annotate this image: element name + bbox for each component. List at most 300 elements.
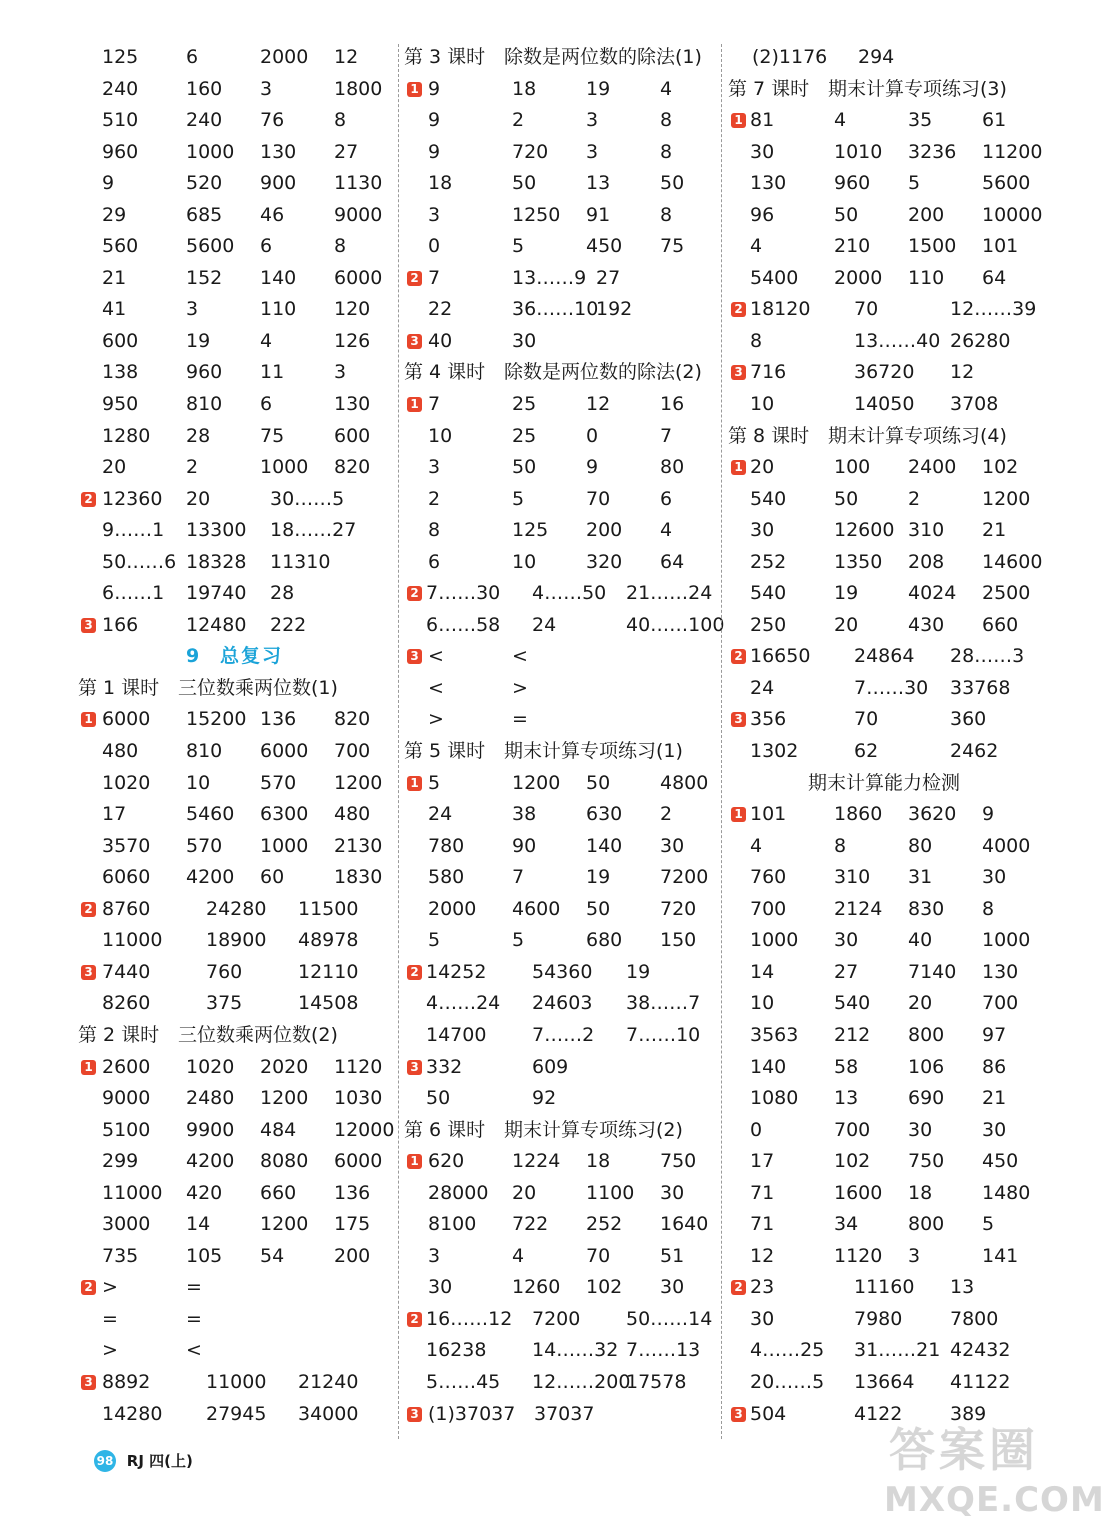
answer-row	[78, 578, 394, 610]
answer-cell: 12360	[102, 487, 163, 510]
answer-cell: 7	[512, 866, 525, 889]
answer-cell: 29	[102, 203, 127, 226]
answer-cell: 1224	[512, 1150, 561, 1173]
answer-cell: 20……5	[750, 1370, 825, 1393]
answer-row	[404, 1052, 716, 1084]
lesson-number: 第 8 课时	[728, 424, 810, 447]
answer-cell: 609	[532, 1055, 569, 1078]
question-number-badge: 3	[407, 1060, 422, 1075]
lesson-title: 期末计算专项练习(3)	[828, 77, 1007, 100]
answer-cell: 20	[908, 992, 933, 1015]
answer-cell: 2000	[428, 897, 477, 920]
answer-cell: 6	[428, 550, 441, 573]
answer-cell: 1010	[834, 140, 883, 163]
answer-row	[78, 925, 394, 957]
answer-cell: 76	[260, 109, 285, 132]
answer-cell: 41122	[950, 1370, 1011, 1393]
answer-cell: (1)37037	[428, 1402, 516, 1425]
lesson-header	[404, 736, 716, 768]
answer-row	[404, 326, 716, 358]
answer-cell: 2	[512, 109, 525, 132]
answer-cell: 4……24	[426, 992, 501, 1015]
question-number-badge: 2	[731, 302, 746, 317]
answer-cell: 22	[428, 298, 453, 321]
answer-cell: 1100	[586, 1181, 635, 1204]
answer-row	[728, 263, 1040, 295]
answer-cell: 11000	[206, 1370, 267, 1393]
answer-cell: 3	[260, 77, 273, 100]
answer-cell: 240	[186, 109, 223, 132]
page-footer	[94, 1448, 193, 1472]
answer-cell: 8	[334, 235, 347, 258]
answer-cell: 375	[206, 992, 243, 1015]
answer-row	[728, 578, 1040, 610]
answer-cell: 6	[260, 393, 273, 416]
answer-cell: 1302	[750, 740, 799, 763]
answer-cell: 310	[908, 519, 945, 542]
watermark-text: 答案圈	[889, 1423, 1039, 1477]
answer-cell: =	[186, 1276, 202, 1299]
answer-cell: 92	[532, 1087, 557, 1110]
answer-cell: 960	[102, 140, 139, 163]
answer-cell: 1600	[834, 1181, 883, 1204]
answer-cell: 10	[428, 424, 453, 447]
answer-cell: 4	[750, 235, 763, 258]
lesson-number: 第 5 课时	[404, 740, 486, 763]
answer-cell: 1260	[512, 1276, 561, 1299]
answer-cell: 13……9	[512, 266, 587, 289]
question-number-badge: 1	[81, 1060, 96, 1075]
question-number-badge: 2	[407, 1312, 422, 1327]
answer-cell: 1860	[834, 803, 883, 826]
answer-cell: 4……50	[532, 582, 607, 605]
answer-cell: 9	[428, 77, 441, 100]
answer-cell: 105	[186, 1244, 223, 1267]
answer-cell: 4	[834, 109, 847, 132]
answer-cell: 28	[270, 582, 295, 605]
answer-cell: 750	[660, 1150, 697, 1173]
answer-cell: 13	[834, 1087, 859, 1110]
answer-cell: 1000	[982, 929, 1031, 952]
answer-cell: 10	[186, 771, 211, 794]
answer-cell: 14	[750, 960, 775, 983]
answer-cell: 1830	[334, 866, 383, 889]
answer-cell: 4	[750, 834, 763, 857]
answer-row	[404, 1178, 716, 1210]
answer-cell: 125	[512, 519, 549, 542]
answer-cell: 9……1	[102, 519, 165, 542]
answer-cell: 31	[908, 866, 933, 889]
question-number-badge: 3	[731, 712, 746, 727]
answer-row	[728, 357, 1040, 389]
answer-cell: 31……21	[854, 1339, 941, 1362]
lesson-title: 期末计算专项练习(2)	[504, 1118, 683, 1141]
question-number-badge: 2	[81, 1280, 96, 1295]
answer-row	[404, 894, 716, 926]
answer-row	[728, 894, 1040, 926]
answer-cell: 30	[660, 1276, 685, 1299]
answer-cell: 420	[186, 1181, 223, 1204]
answer-cell: 40	[908, 929, 933, 952]
answer-row	[78, 294, 394, 326]
answer-row	[404, 200, 716, 232]
answer-row	[78, 1272, 394, 1304]
answer-cell: 1130	[334, 172, 383, 195]
answer-cell: 780	[428, 834, 465, 857]
answer-cell: 14600	[982, 550, 1043, 573]
answer-row	[728, 1272, 1040, 1304]
answer-cell: 6……1	[102, 582, 165, 605]
answer-cell: 19	[626, 960, 651, 983]
answer-cell: 30	[982, 1118, 1007, 1141]
answer-row	[404, 1020, 716, 1052]
answer-row	[78, 168, 394, 200]
lesson-header	[728, 421, 1040, 453]
question-number-badge: 3	[731, 1407, 746, 1422]
answer-cell: 810	[186, 393, 223, 416]
answer-cell: 50	[512, 456, 537, 479]
answer-row	[404, 704, 716, 736]
answer-cell: 2	[660, 803, 673, 826]
answer-cell: 6000	[102, 708, 151, 731]
answer-cell: 3	[428, 203, 441, 226]
answer-cell: 38……7	[626, 992, 701, 1015]
lesson-header	[404, 357, 716, 389]
answer-cell: 46	[260, 203, 285, 226]
answer-cell: 91	[586, 203, 611, 226]
answer-row	[728, 168, 1040, 200]
answer-cell: 4	[660, 77, 673, 100]
answer-row	[78, 1178, 394, 1210]
answer-cell: 19	[186, 329, 211, 352]
answer-row	[728, 862, 1040, 894]
answer-cell: 3570	[102, 834, 151, 857]
answer-cell: 160	[186, 77, 223, 100]
answer-cell: 50	[586, 897, 611, 920]
answer-cell: 600	[334, 424, 371, 447]
answer-cell: 175	[334, 1213, 371, 1236]
answer-cell: 14……32	[532, 1339, 619, 1362]
answer-cell: 27	[596, 266, 621, 289]
answer-cell: 7980	[854, 1307, 903, 1330]
answer-cell: 2	[186, 456, 199, 479]
answer-cell: 3563	[750, 1023, 799, 1046]
answer-row	[728, 957, 1040, 989]
answer-cell: 250	[750, 613, 787, 636]
answer-cell: 42432	[950, 1339, 1011, 1362]
answer-cell: 30	[834, 929, 859, 952]
answer-cell: 6	[260, 235, 273, 258]
lesson-header	[78, 1020, 394, 1052]
answer-row	[728, 1209, 1040, 1241]
answer-cell: 2020	[260, 1055, 309, 1078]
question-number-badge: 2	[81, 902, 96, 917]
answer-row	[728, 1335, 1040, 1367]
lesson-title: 期末计算专项练习(4)	[828, 424, 1007, 447]
answer-row	[404, 137, 716, 169]
answer-cell: 200	[334, 1244, 371, 1267]
answer-cell: 1000	[260, 456, 309, 479]
answer-row	[728, 799, 1040, 831]
answer-cell: 7……10	[626, 1023, 701, 1046]
answer-cell: 1020	[102, 771, 151, 794]
question-number-badge: 3	[731, 365, 746, 380]
answer-cell: 5600	[982, 172, 1031, 195]
answer-row	[404, 768, 716, 800]
answer-row	[78, 200, 394, 232]
answer-cell: 7200	[660, 866, 709, 889]
answer-cell: 25	[512, 393, 537, 416]
answer-cell: 210	[834, 235, 871, 258]
answer-cell: 50……6	[102, 550, 177, 573]
answer-cell: 7440	[102, 960, 151, 983]
answer-cell: 27945	[206, 1402, 267, 1425]
answer-cell: 10	[512, 550, 537, 573]
question-number-badge: 2	[731, 1280, 746, 1295]
answer-row	[78, 768, 394, 800]
answer-column-1	[78, 42, 394, 1430]
answer-cell: 50	[834, 203, 859, 226]
answer-cell: 540	[834, 992, 871, 1015]
answer-cell: 35	[908, 109, 933, 132]
answer-cell: 1480	[982, 1181, 1031, 1204]
answer-cell: 212	[834, 1023, 871, 1046]
answer-cell: 20	[186, 487, 211, 510]
watermark-url: MXQE.COM	[884, 1480, 1105, 1520]
answer-cell: 9000	[102, 1087, 151, 1110]
answer-row	[728, 925, 1040, 957]
answer-cell: 820	[334, 708, 371, 731]
answer-cell: 320	[586, 550, 623, 573]
answer-cell: 570	[260, 771, 297, 794]
question-number-badge: 1	[731, 807, 746, 822]
answer-cell: 19	[834, 582, 859, 605]
answer-row	[728, 736, 1040, 768]
answer-cell: 13	[586, 172, 611, 195]
answer-cell: 8	[334, 109, 347, 132]
answer-cell: 81	[750, 109, 775, 132]
answer-cell: 580	[428, 866, 465, 889]
answer-cell: 560	[102, 235, 139, 258]
answer-cell: 2600	[102, 1055, 151, 1078]
answer-cell: 5600	[186, 235, 235, 258]
answer-cell: 1280	[102, 424, 151, 447]
answer-cell: 102	[834, 1150, 871, 1173]
answer-cell: 50	[426, 1087, 451, 1110]
unit-heading	[78, 641, 394, 673]
answer-cell: 130	[260, 140, 297, 163]
answer-cell: 136	[334, 1181, 371, 1204]
answer-cell: 660	[260, 1181, 297, 1204]
answer-cell: 12……39	[950, 298, 1037, 321]
answer-row	[78, 74, 394, 106]
answer-row	[78, 547, 394, 579]
answer-cell: 620	[428, 1150, 465, 1173]
answer-cell: 50……14	[626, 1307, 713, 1330]
answer-cell: 30	[512, 329, 537, 352]
answer-row	[78, 515, 394, 547]
answer-cell: 80	[908, 834, 933, 857]
lesson-header	[404, 1115, 716, 1147]
answer-cell: 34	[834, 1213, 859, 1236]
answer-cell: 690	[908, 1087, 945, 1110]
answer-row	[78, 484, 394, 516]
answer-cell: 1200	[334, 771, 383, 794]
answer-cell: 13664	[854, 1370, 915, 1393]
answer-cell: 28	[186, 424, 211, 447]
answer-row	[78, 957, 394, 989]
answer-cell: 1080	[750, 1087, 799, 1110]
answer-cell: 310	[834, 866, 871, 889]
lesson-title: 期末计算专项练习(1)	[504, 740, 683, 763]
answer-cell: 700	[982, 992, 1019, 1015]
answer-cell: 8	[834, 834, 847, 857]
answer-cell: 38	[512, 803, 537, 826]
question-number-badge: 1	[407, 1154, 422, 1169]
answer-cell: 7	[660, 424, 673, 447]
answer-cell: 252	[586, 1213, 623, 1236]
question-number-badge: 2	[731, 649, 746, 664]
answer-cell: 3	[428, 456, 441, 479]
answer-cell: 0	[750, 1118, 763, 1141]
answer-row	[78, 988, 394, 1020]
answer-column-3	[728, 42, 1043, 1430]
answer-cell: 360	[950, 708, 987, 731]
answer-cell: 2130	[334, 834, 383, 857]
answer-cell: 101	[750, 803, 787, 826]
answer-row	[78, 326, 394, 358]
answer-cell: 17	[102, 803, 127, 826]
answer-row	[78, 736, 394, 768]
question-number-badge: 1	[407, 776, 422, 791]
answer-row	[728, 326, 1040, 358]
unit-number: 9	[186, 645, 200, 668]
answer-cell: 720	[660, 897, 697, 920]
answer-row	[78, 1146, 394, 1178]
answer-row	[728, 42, 1040, 74]
answer-cell: 9	[428, 140, 441, 163]
answer-cell: 125	[102, 46, 139, 68]
answer-cell: 1120	[834, 1244, 883, 1267]
answer-cell: 510	[102, 109, 139, 132]
answer-cell: 17578	[626, 1370, 687, 1393]
answer-cell: 126	[334, 329, 371, 352]
answer-cell: 25	[512, 424, 537, 447]
answer-cell: 1000	[186, 140, 235, 163]
answer-cell: 33768	[950, 676, 1011, 699]
answer-row	[78, 1241, 394, 1273]
answer-cell: 5	[982, 1213, 995, 1236]
answer-cell: 30	[750, 1307, 775, 1330]
answer-row	[404, 168, 716, 200]
answer-row	[78, 831, 394, 863]
answer-cell: 3	[428, 1244, 441, 1267]
answer-cell: 2000	[260, 46, 309, 68]
answer-row	[728, 704, 1040, 736]
answer-cell: 192	[596, 298, 633, 321]
answer-cell: 30	[750, 140, 775, 163]
answer-row	[404, 988, 716, 1020]
answer-cell: 9	[102, 172, 115, 195]
answer-row	[728, 1178, 1040, 1210]
answer-cell: 5460	[186, 803, 235, 826]
answer-cell: 722	[512, 1213, 549, 1236]
lesson-number: 第 4 课时	[404, 361, 486, 384]
answer-cell: 299	[102, 1150, 139, 1173]
answer-cell: 5	[512, 929, 525, 952]
answer-cell: 3000	[102, 1213, 151, 1236]
answer-cell: <	[428, 645, 444, 668]
answer-cell: 71	[750, 1181, 775, 1204]
answer-row	[78, 1367, 394, 1399]
answer-cell: 30	[982, 866, 1007, 889]
answer-row	[404, 578, 716, 610]
answer-cell: 12110	[298, 960, 359, 983]
answer-cell: 2500	[982, 582, 1031, 605]
answer-cell: 36720	[854, 361, 915, 384]
answer-row	[78, 452, 394, 484]
answer-cell: =	[512, 708, 528, 731]
answer-cell: 1500	[908, 235, 957, 258]
answer-cell: 96	[750, 203, 775, 226]
answer-row	[404, 1399, 716, 1431]
answer-cell: 50	[586, 771, 611, 794]
answer-cell: 720	[512, 140, 549, 163]
answer-row	[404, 799, 716, 831]
answer-cell: 11310	[270, 550, 331, 573]
question-number-badge: 1	[81, 712, 96, 727]
answer-row	[728, 1020, 1040, 1052]
answer-row	[78, 1115, 394, 1147]
answer-cell: >	[428, 708, 444, 731]
answer-cell: 680	[586, 929, 623, 952]
answer-cell: 7……2	[532, 1023, 595, 1046]
answer-row	[78, 105, 394, 137]
answer-cell: 252	[750, 550, 787, 573]
answer-cell: 2480	[186, 1087, 235, 1110]
answer-cell: 1350	[834, 550, 883, 573]
answer-row	[78, 862, 394, 894]
answer-cell: 7800	[950, 1307, 999, 1330]
answer-row	[404, 831, 716, 863]
answer-cell: 735	[102, 1244, 139, 1267]
answer-cell: 40	[428, 329, 453, 352]
answer-cell: 1020	[186, 1055, 235, 1078]
answer-cell: <	[512, 645, 528, 668]
answer-cell: 2000	[834, 266, 883, 289]
answer-cell: 16238	[426, 1339, 487, 1362]
answer-cell: 11000	[102, 1181, 163, 1204]
answer-row	[728, 641, 1040, 673]
answer-cell: 37037	[534, 1402, 595, 1425]
answer-row	[404, 641, 716, 673]
answer-row	[404, 515, 716, 547]
lesson-header	[78, 673, 394, 705]
answer-cell: 36……10	[512, 298, 599, 321]
answer-cell: 28……3	[950, 645, 1025, 668]
lesson-title: 除数是两位数的除法(1)	[504, 46, 702, 68]
answer-cell: 9	[982, 803, 995, 826]
answer-cell: 5	[428, 771, 441, 794]
unit-title: 总复习	[220, 645, 284, 668]
answer-cell: 600	[102, 329, 139, 352]
answer-cell: 700	[750, 897, 787, 920]
answer-cell: 1000	[260, 834, 309, 857]
answer-cell: 11000	[102, 929, 163, 952]
answer-cell: 389	[950, 1402, 987, 1425]
answer-cell: 2	[908, 487, 921, 510]
answer-row	[78, 357, 394, 389]
